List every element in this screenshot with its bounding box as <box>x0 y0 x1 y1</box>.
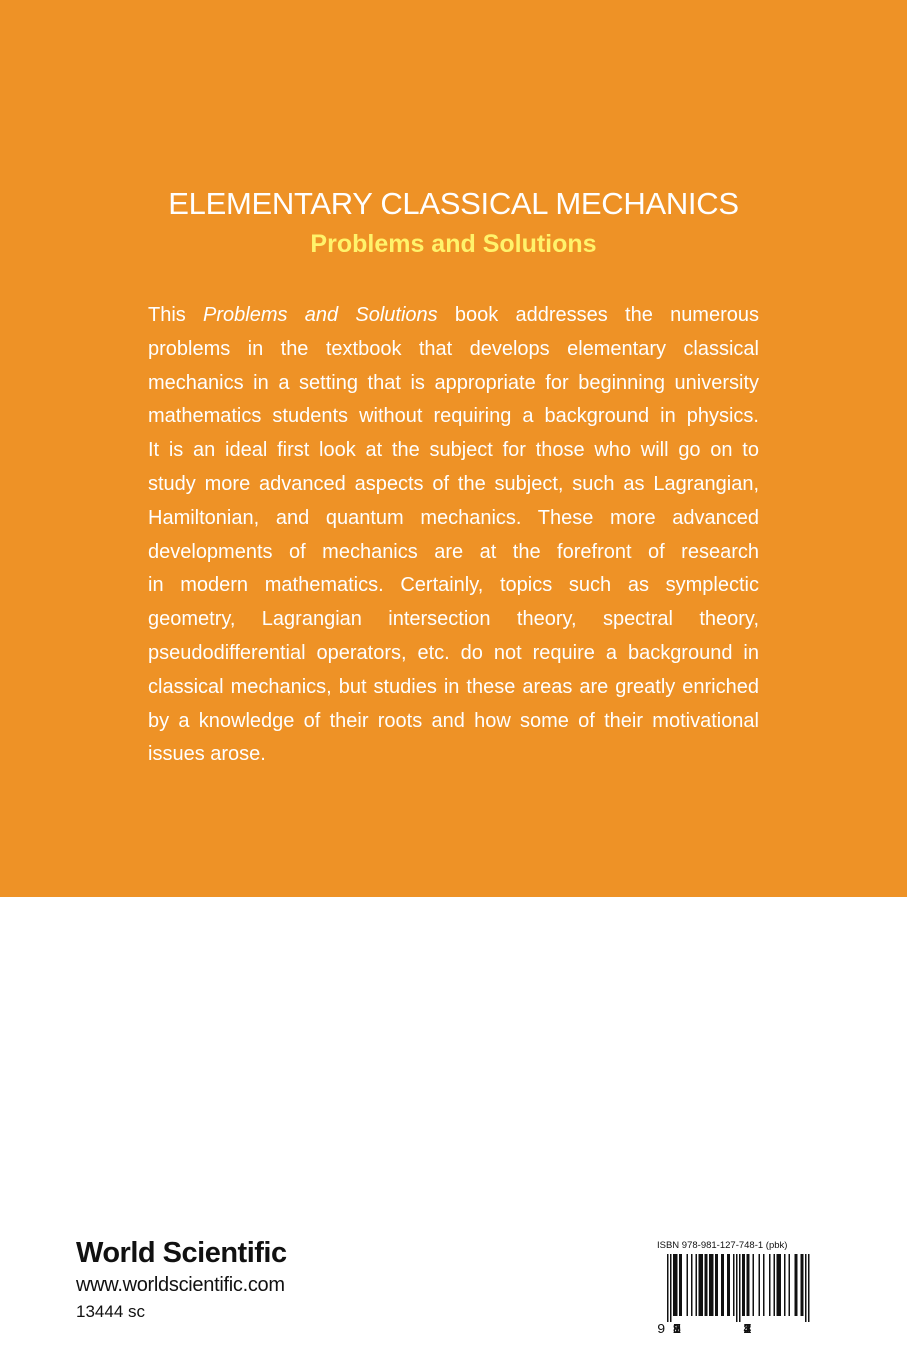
description-emphasis: Problems and Solutions <box>203 304 438 326</box>
barcode-bar <box>736 1254 738 1322</box>
description-line <box>148 434 759 468</box>
barcode-bar <box>700 1254 702 1316</box>
barcode-bar <box>744 1254 746 1316</box>
barcode-bar <box>795 1254 797 1316</box>
description-line <box>148 569 759 603</box>
barcode-bar <box>699 1254 701 1316</box>
barcode-bar <box>673 1254 675 1316</box>
barcode-icon <box>657 1254 811 1336</box>
barcode-bar <box>742 1254 744 1316</box>
barcode-bar <box>769 1254 771 1316</box>
barcode-bar <box>667 1254 669 1322</box>
publisher-url: www.worldscientific.com <box>76 1274 285 1296</box>
description-text: book addresses the numerous <box>437 304 759 326</box>
barcode-bar <box>691 1254 693 1316</box>
description-line <box>148 367 759 401</box>
barcode-bar <box>676 1254 678 1316</box>
barcode-bar <box>778 1254 780 1316</box>
barcode-bar <box>733 1254 735 1316</box>
barcode-bar <box>705 1254 707 1316</box>
book-title: ELEMENTARY CLASSICAL MECHANICS <box>168 186 739 221</box>
description-text: classical mechanics, but studies in these areas are greatly enriched <box>148 675 759 698</box>
barcode-bar <box>808 1254 810 1322</box>
description-text: by a knowledge of their roots and how some of their motivational <box>148 709 759 732</box>
description-text: problems in the textbook that develops elementary classical <box>148 337 759 360</box>
barcode-digits: 9 <box>657 1322 666 1336</box>
description-line <box>148 502 759 536</box>
publisher-block <box>76 1236 287 1324</box>
isbn-label: ISBN 978-981-127-748-1 (pbk) <box>657 1240 788 1251</box>
barcode-block <box>657 1240 811 1336</box>
barcode-bar <box>784 1254 786 1316</box>
barcode-bar <box>729 1254 731 1316</box>
description-text: study more advanced aspects of the subject, such as Lagrangian, <box>148 472 759 495</box>
description-line <box>148 671 759 705</box>
barcode-bar <box>711 1254 713 1316</box>
barcode-bar <box>789 1254 791 1316</box>
barcode-bar <box>721 1254 723 1316</box>
barcode-bar <box>709 1254 711 1316</box>
description-text: It is an ideal first look at the subject for those who will go on to <box>148 439 759 462</box>
barcode-bar <box>679 1254 681 1316</box>
barcode-bar <box>796 1254 798 1316</box>
barcode-bar <box>670 1254 672 1322</box>
book-description <box>148 299 759 772</box>
barcode-bar <box>747 1254 749 1316</box>
barcode-bar <box>712 1254 714 1316</box>
description-line <box>148 637 759 671</box>
barcode-bar <box>780 1254 782 1316</box>
description-text: pseudodifferential operators, etc. do not require a background in <box>148 641 759 664</box>
publisher-code: 13444 sc <box>76 1302 145 1321</box>
barcode-bar <box>777 1254 779 1316</box>
description-line <box>148 333 759 367</box>
barcode-bar <box>681 1254 683 1316</box>
barcode-bar <box>696 1254 698 1316</box>
description-line <box>148 536 759 570</box>
description-text: developments of mechanics are at the forefront of research <box>148 540 759 563</box>
barcode-bar <box>702 1254 704 1316</box>
barcode-bar <box>759 1254 761 1316</box>
barcode-bar <box>715 1254 717 1316</box>
publisher-name: World Scientific <box>76 1237 287 1269</box>
barcode-bar <box>727 1254 729 1316</box>
description-line <box>148 299 759 333</box>
barcode-bar <box>801 1254 803 1316</box>
description-line <box>148 738 759 772</box>
barcode-bar <box>748 1254 750 1316</box>
barcode-bar <box>717 1254 719 1316</box>
description-line <box>148 603 759 637</box>
barcode-bar <box>763 1254 765 1316</box>
description-line <box>148 400 759 434</box>
barcode-bar <box>774 1254 776 1316</box>
description-text: This <box>148 304 204 326</box>
description-text: mathematics students without requiring a background in physics. <box>148 405 759 428</box>
barcode-bar <box>675 1254 677 1316</box>
description-text: in modern mathematics. Certainly, topics such as symplectic <box>148 574 759 597</box>
barcode-bar <box>687 1254 689 1316</box>
description-line <box>148 468 759 502</box>
barcode-digits: 789811 <box>672 1322 682 1336</box>
barcode-bar <box>753 1254 755 1316</box>
description-line <box>148 705 759 739</box>
barcode-digits: 277481 <box>743 1322 752 1336</box>
barcode-bar <box>723 1254 725 1316</box>
barcode-bar <box>805 1254 807 1322</box>
book-subtitle: Problems and Solutions <box>310 230 597 258</box>
barcode-bar <box>739 1254 741 1322</box>
description-text: issues arose. <box>148 743 266 766</box>
description-text: geometry, Lagrangian intersection theory, spectral theory, <box>148 608 759 631</box>
barcode-bar <box>706 1254 708 1316</box>
description-text: mechanics in a setting that is appropriate for beginning university <box>148 371 759 394</box>
barcode-bar <box>802 1254 804 1316</box>
description-text: Hamiltonian, and quantum mechanics. These more advanced <box>148 506 759 529</box>
